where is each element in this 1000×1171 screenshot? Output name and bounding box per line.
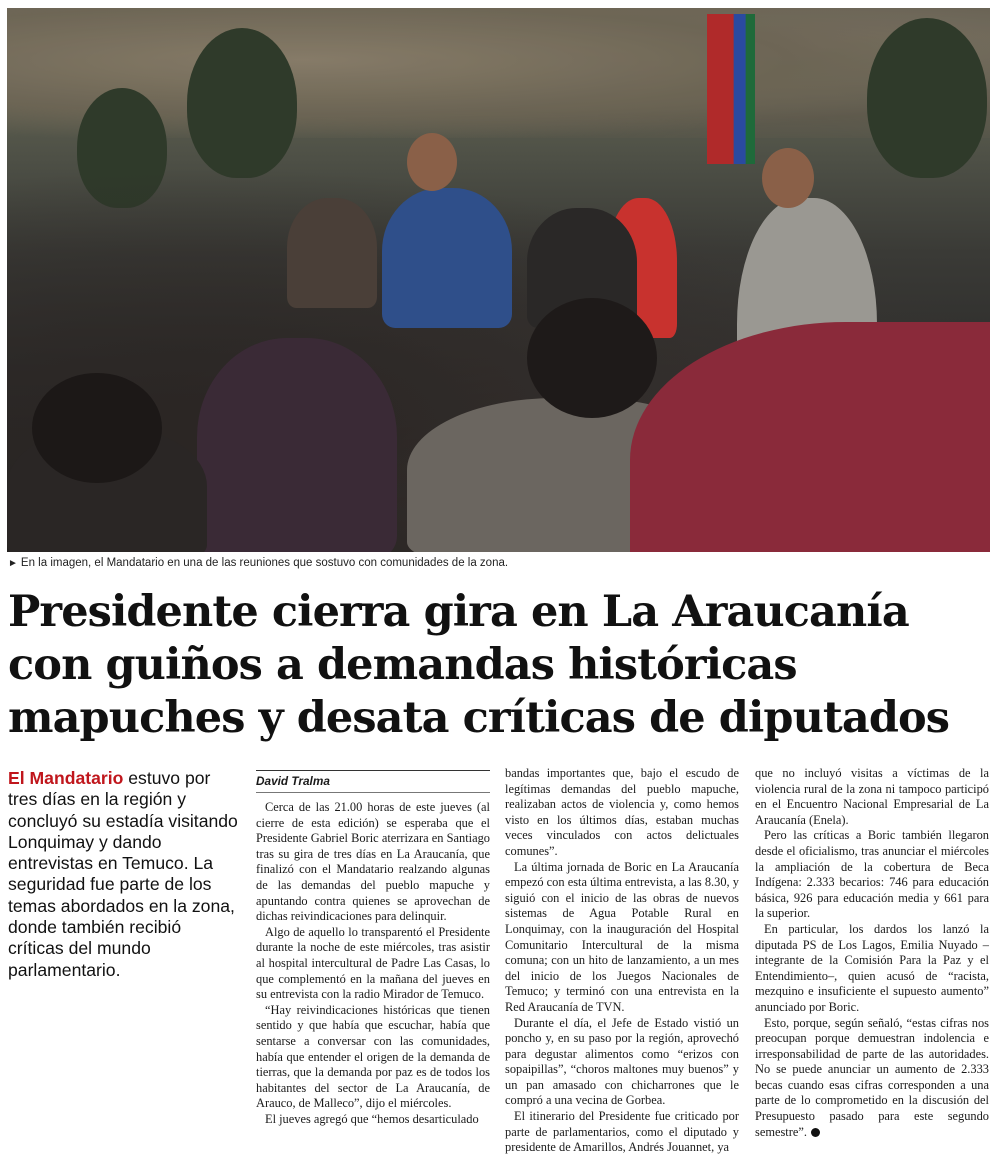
paragraph: Algo de aquello lo transparentó el Presidente durante la noche de este miércoles, tras asistir al hospital intercultural de Padre Las Casas, lo que complementó en la mañana del jueves en su entrevista con la radio Mirador de Temuco. <box>256 924 490 1002</box>
paragraph: “Hay reivindicaciones históricas que tienen sentido y que había que escuchar, había que sentarse a conversar con las comunidades, había que entender el origen de la demanda de tierras, que la demanda por paz es de todos los habitantes del sector de La Araucanía, de Arauco, de Malleco”, dijo el miércoles. <box>256 1002 490 1111</box>
caption-marker-icon: ► <box>8 558 18 569</box>
paragraph: Pero las críticas a Boric también llegaron desde el oficialismo, tras anunciar el miércoles la ampliación de la cobertura de Beca Indígena: 2.333 becarios: 746 para educación básica, 926 para educación media y 661 para la superior. <box>755 828 989 921</box>
person-shape <box>287 198 377 308</box>
paragraph: El itinerario del Presidente fue criticado por parte de parlamentarios, como el diputado y presidente de Amarillos, Andrés Jouannet, ya <box>505 1109 739 1155</box>
lead-text: estuvo por tres días en la región y concluyó su estadía visitando Lonquimay y dando entrevistas en Temuco. La seguridad fue parte de los temas abordados en la zona, donde también recibió críticas del mundo parlamentario. <box>8 768 238 980</box>
person-shape <box>382 188 512 328</box>
person-head <box>407 133 457 191</box>
person-shape <box>197 338 397 552</box>
body-column-2 <box>505 766 739 1156</box>
article-photo <box>7 8 990 552</box>
paragraph: Durante el día, el Jefe de Estado vistió un poncho y, en su paso por la región, aprovechó para degustar alimentos como “erizos con sopaipillas”, “choros maltones muy buenos” y un pan amasado con chicharrones que le compró a una vecina de Gorbea. <box>505 1015 739 1108</box>
photo-caption <box>8 557 988 569</box>
person-head <box>32 373 162 483</box>
paragraph: La última jornada de Boric en La Araucanía empezó con esta última entrevista, a las 8.30, y siguió con el inicio de las obras de nuevos sistemas de Agua Potable Rural en Lonquimay, con la inauguración del Hospital Comunitario Intercultural de la misma comuna; con un hito de lanzamiento, a un mes del inicio de los Juegos Nacionales de Temuco; y terminó con una entrevista en la Red Araucanía de TVN. <box>505 859 739 1014</box>
paragraph: El jueves agregó que “hemos desarticulado <box>265 1111 479 1126</box>
person-head <box>762 148 814 208</box>
paragraph: Cerca de las 21.00 horas de este jueves (al cierre de esta edición) se esperaba que el Presidente Gabriel Boric aterrizara en Santiago tras su gira de tres días en La Araucanía, que finalizó con el Mandatario realzando algunas de las demandas del pueblo mapuche y apuntando contra quienes se aprovechan de dichas reivindicaciones para delinquir. <box>256 800 490 924</box>
byline: David Tralma <box>256 770 490 793</box>
lead-keyword: El Mandatario <box>8 768 124 788</box>
lead-paragraph <box>8 768 240 981</box>
person-head <box>527 298 657 418</box>
paragraph: En particular, los dardos los lanzó la diputada PS de Los Lagos, Emilia Nuyado –integrante de la Comisión Para la Paz y el Entendimiento–, quien acusó de “racista, mezquino e insuficiente el supuesto aumento” anunciado por Boric. <box>755 921 989 1014</box>
body-column-3 <box>755 766 989 1140</box>
end-of-article-icon <box>811 1128 820 1137</box>
headline: Presidente cierra gira en La Araucanía con guiños a demandas históricas mapuches y desata críticas de diputados <box>8 587 950 743</box>
paragraph <box>755 1016 989 1141</box>
caption-text: En la imagen, el Mandatario en una de las reuniones que sostuvo con comunidades de la zona. <box>20 557 509 569</box>
paragraph-continued: bandas importantes que, bajo el escudo de legítimas demandas del pueblo mapuche, realizaban actos de violencia y, como hemos visto en los últimos días, estaban muchas veces vinculados con actos delictuales comunes”. <box>505 766 739 858</box>
final-paragraph-text: Esto, porque, según señaló, “estas cifras nos preocupan porque demuestran indolencia e irresponsabilidad de parte de las autoridades. No se puede anunciar un aumento de 2.333 becas cuando esas cifras corresponden a una parte de lo comprometido en la discusión del Presupuesto pasado para este segundo semestre”. <box>755 1015 989 1139</box>
body-column-1 <box>256 800 490 1127</box>
paragraph-continued: que no incluyó visitas a víctimas de la violencia rural de la zona ni tampoco participó en el Encuentro Nacional Empresarial de La Araucanía (Enela). <box>755 766 989 827</box>
